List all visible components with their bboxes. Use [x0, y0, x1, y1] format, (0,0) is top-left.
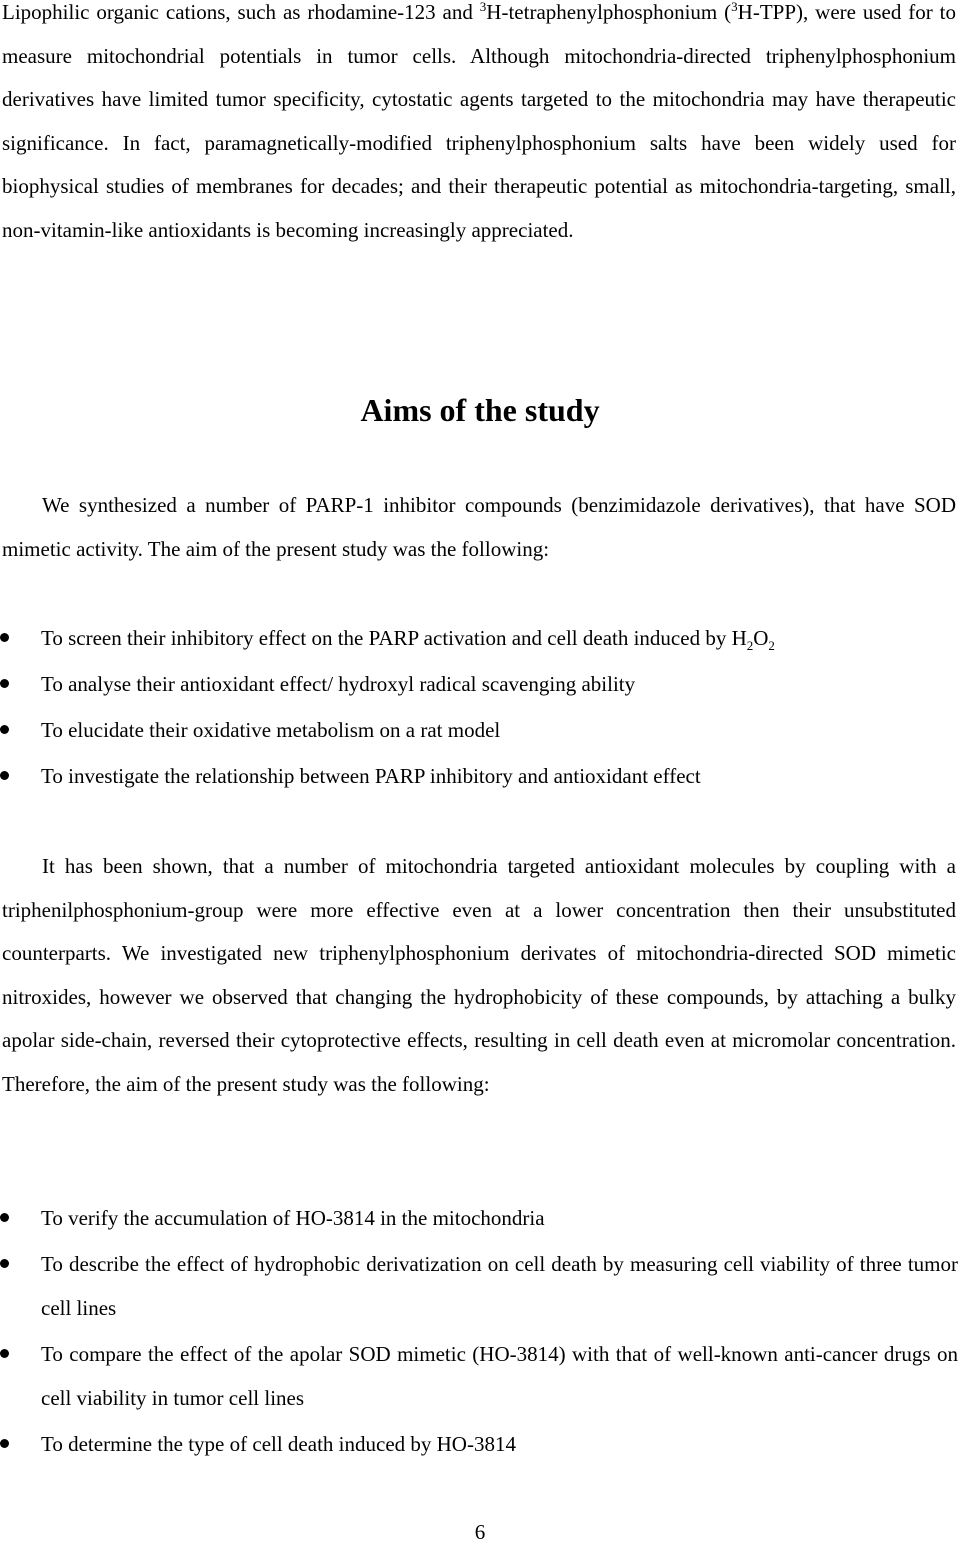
page-number: 6: [474, 1520, 486, 1544]
aims-paragraph-1: We synthesized a number of PARP-1 inhibitor compounds (benzimidazole derivatives), that have SOD mimetic activity. The aim of the present study was the following:: [2, 493, 956, 561]
superscript: 3: [479, 0, 487, 14]
bullet-icon: [0, 1213, 9, 1222]
intro-paragraph: Lipophilic organic cations, such as rhodamine-123 and $^3$H-tetraphenylphosphonium ($^3$H-TPP), were used for to measure mitochondrial potentials in tumor cells. Although mitochondria-directed triphenylphosphonium derivatives have limited tumor specificity, cytostatic agents targeted to the mitochondria may have therapeutic significance. In fact, paramagnetically-modified triphenylphosphonium salts have been widely used for biophysical studies of membranes for decades; and their therapeutic potential as mitochondria-targeting, small, non-vitamin-like antioxidants is becoming increasingly appreciated.: [2, 0, 957, 242]
bullet-icon: [0, 725, 9, 734]
bullet-icon: [0, 679, 9, 688]
list-item: To describe the effect of hydrophobic derivatization on cell death by measuring cell viability of three tumor cell lines: [0, 1242, 958, 1330]
list-item: To verify the accumulation of HO-3814 in the mitochondria: [0, 1196, 958, 1240]
bullet-icon: [0, 771, 9, 780]
section-heading-aims: Aims of the study: [360, 392, 600, 428]
list-item: To compare the effect of the apolar SOD mimetic (HO-3814) with that of well-known anti-cancer drugs on cell viability in tumor cell lines: [0, 1332, 958, 1420]
bullet-icon: [0, 1349, 9, 1358]
bullet-icon: [0, 633, 9, 642]
aims-paragraph-2: It has been shown, that a number of mitochondria targeted antioxidant molecules by coupling with a triphenilphosphonium-group were more effective even at a lower concentration then their unsubstituted counterparts. We investigated new triphenylphosphonium derivates of mitochondria-directed SOD mimetic nitroxides, however we observed that changing the hydrophobicity of these compounds, by attaching a bulky apolar side-chain, reversed their cytoprotective effects, resulting in cell death even at micromolar concentration. Therefore, the aim of the present study was the following:: [2, 854, 956, 1096]
list-item: To investigate the relationship between PARP inhibitory and antioxidant effect: [0, 754, 958, 798]
superscript: 3: [731, 0, 738, 14]
subscript: 2: [768, 638, 775, 654]
subscript: 2: [746, 638, 754, 654]
list-item: To elucidate their oxidative metabolism on a rat model: [0, 708, 958, 752]
list-item: To screen their inhibitory effect on the PARP activation and cell death induced by $H_2O_2$: [0, 616, 958, 660]
list-item: To analyse their antioxidant effect/ hydroxyl radical scavenging ability: [0, 662, 958, 706]
aims-bullet-list-2: [0, 1196, 958, 1468]
list-item: To determine the type of cell death induced by HO-3814: [0, 1422, 958, 1466]
bullet-icon: [0, 1439, 9, 1448]
bullet-icon: [0, 1259, 9, 1268]
aims-bullet-list-1: [0, 616, 958, 800]
